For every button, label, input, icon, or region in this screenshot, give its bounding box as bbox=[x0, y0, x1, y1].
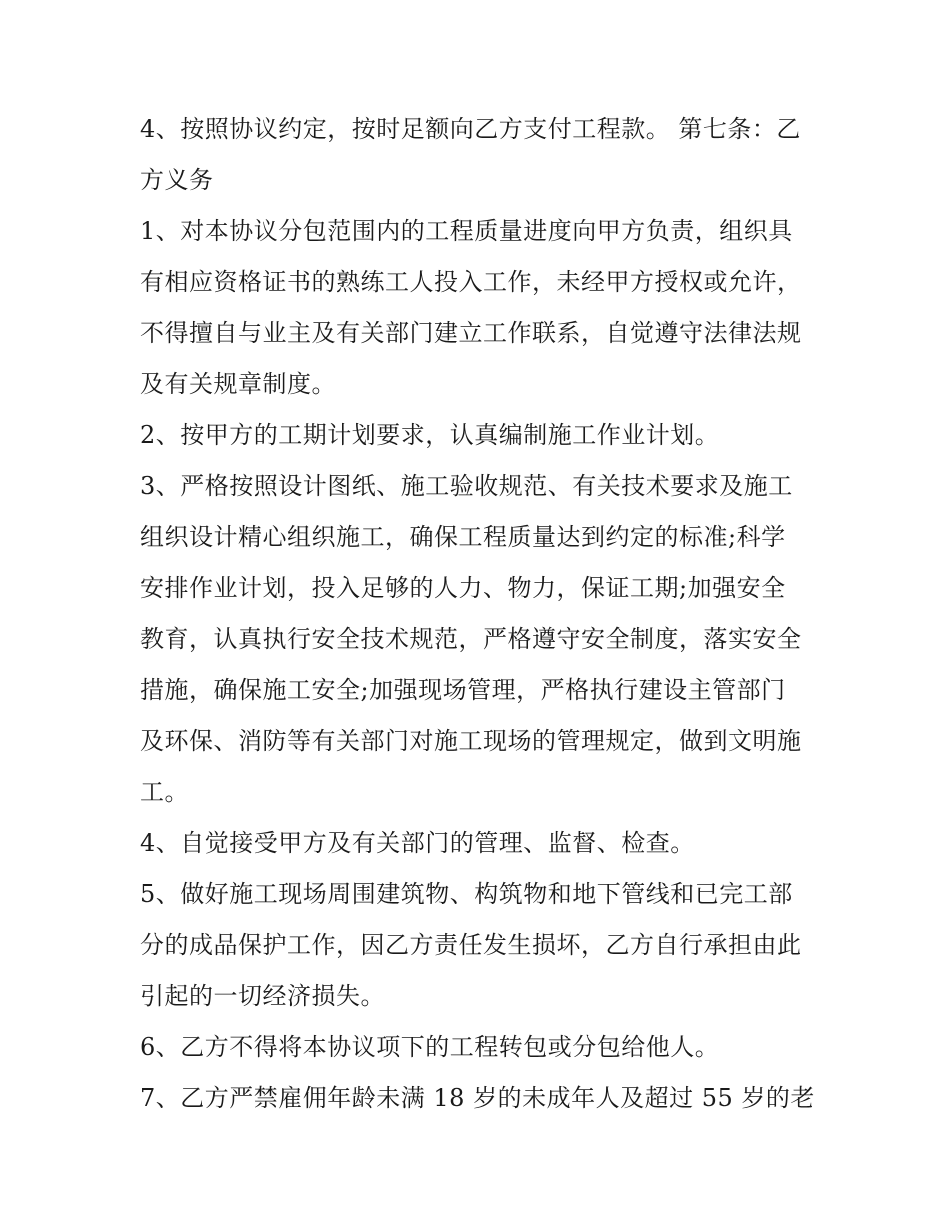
text-line: 组织设计精心组织施工，确保工程质量达到约定的标准;科学 bbox=[140, 523, 786, 551]
text-line: 分的成品保护工作，因乙方责任发生损坏，乙方自行承担由此 bbox=[140, 931, 802, 959]
text-line: 3、严格按照设计图纸、施工验收规范、有关技术要求及施工 bbox=[140, 472, 793, 500]
text-line: 教育，认真执行安全技术规范，严格遵守安全制度，落实安全 bbox=[140, 625, 802, 653]
text-line: 6、乙方不得将本协议项下的工程转包或分包给他人。 bbox=[140, 1033, 720, 1061]
text-line: 1、对本协议分包范围内的工程质量进度向甲方负责，组织具 bbox=[140, 217, 793, 245]
text-line: 7、乙方严禁雇佣年龄未满 18 岁的未成年人及超过 55 岁的老 bbox=[140, 1084, 815, 1112]
text-line: 5、做好施工现场周围建筑物、构筑物和地下管线和已完工部 bbox=[140, 880, 793, 908]
text-line: 引起的一切经济损失。 bbox=[140, 982, 385, 1010]
text-line: 措施，确保施工安全;加强现场管理，严格执行建设主管部门 bbox=[140, 676, 786, 704]
text-line: 及环保、消防等有关部门对施工现场的管理规定，做到文明施 bbox=[140, 727, 802, 755]
text-line: 4、自觉接受甲方及有关部门的管理、监督、检查。 bbox=[140, 829, 695, 857]
text-line: 2、按甲方的工期计划要求，认真编制施工作业计划。 bbox=[140, 421, 720, 449]
text-line: 工。 bbox=[140, 778, 189, 806]
text-line: 安排作业计划，投入足够的人力、物力，保证工期;加强安全 bbox=[140, 574, 786, 602]
text-line: 4、按照协议约定，按时足额向乙方支付工程款。 第七条：乙 bbox=[140, 115, 801, 143]
text-line: 方义务 bbox=[140, 166, 214, 194]
document-body bbox=[140, 104, 820, 1124]
text-line: 有相应资格证书的熟练工人投入工作，未经甲方授权或允许， bbox=[140, 268, 802, 296]
text-line: 及有关规章制度。 bbox=[140, 370, 336, 398]
text-line: 不得擅自与业主及有关部门建立工作联系，自觉遵守法律法规 bbox=[140, 319, 802, 347]
